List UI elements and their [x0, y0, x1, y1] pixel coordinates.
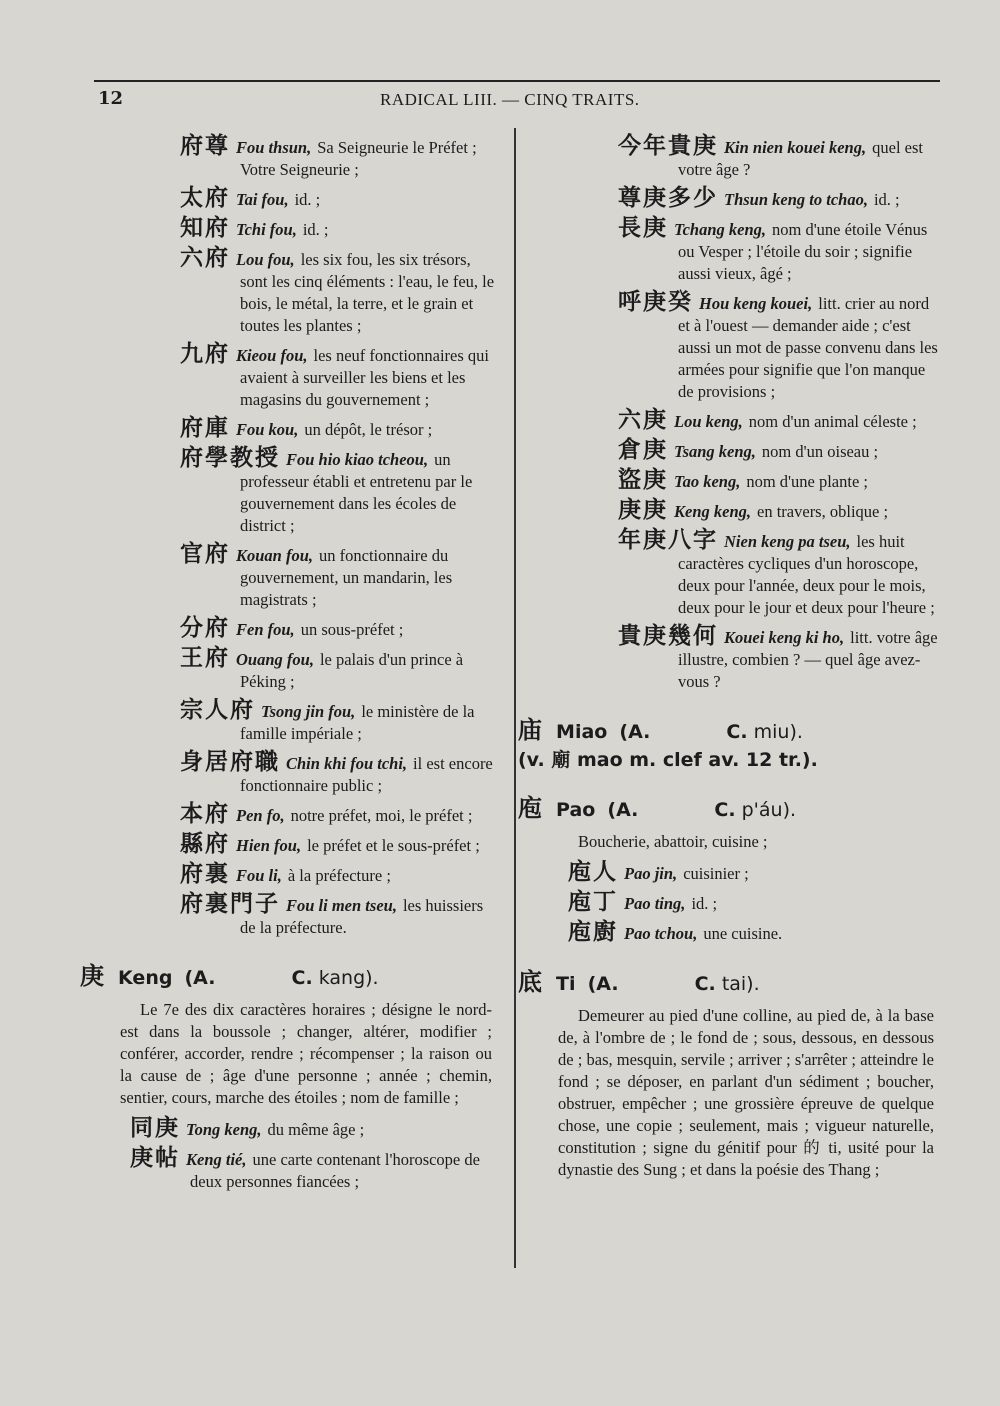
entry-romanization: Fou kou,	[236, 420, 299, 439]
entry-definition: le ministère de la famille impériale ;	[240, 702, 475, 743]
miao-name: Miao	[556, 721, 608, 743]
entry-romanization: Pao ting,	[624, 894, 686, 913]
dictionary-entry	[130, 751, 502, 797]
entry-romanization: Kin nien kouei keng,	[724, 138, 867, 157]
entry-definition: litt. votre âge illustre, combien ? — quel âge avez-vous ?	[678, 628, 938, 691]
page-number: 12	[98, 88, 124, 109]
entry-characters: 庖人	[568, 859, 618, 885]
pao-definition: Boucherie, abattoir, cuisine ;	[578, 832, 768, 851]
pao-c-value: p'áu).	[741, 799, 797, 821]
right-entry-list	[518, 135, 944, 693]
entry-characters: 分府	[180, 615, 230, 641]
miao-heading	[518, 716, 944, 771]
miao-a-label: (A.	[619, 721, 651, 743]
entry-definition: notre préfet, moi, le préfet ;	[290, 806, 473, 825]
ti-c-label: C.	[694, 973, 716, 995]
entry-romanization: Tsong jin fou,	[261, 702, 356, 721]
ti-character: 底	[518, 968, 542, 996]
pao-character: 庖	[518, 794, 542, 822]
entry-definition: nom d'une étoile Vénus ou Vesper ; l'étoile du soir ; signifie aussi vieux, âgé ;	[678, 220, 928, 283]
entry-characters: 庖丁	[568, 889, 618, 915]
dictionary-entry	[130, 447, 502, 537]
entry-definition: nom d'une plante ;	[746, 472, 868, 491]
entry-romanization: Tsang keng,	[674, 442, 756, 461]
dictionary-entry	[568, 529, 944, 619]
entry-characters: 年庚八字	[618, 527, 718, 553]
entry-definition: en travers, oblique ;	[757, 502, 889, 521]
entry-characters: 同庚	[130, 1115, 180, 1141]
entry-characters: 庖廚	[568, 919, 618, 945]
entry-definition: du même âge ;	[267, 1120, 365, 1139]
entry-characters: 貴庚幾何	[618, 623, 718, 649]
pao-heading	[518, 794, 944, 822]
entry-definition: litt. crier au nord et à l'ouest — demander aide ; c'est aussi un mot de passe convenu dans les armées pour signifie que l'on manque de provisions ;	[678, 294, 938, 401]
entry-definition: un fonctionnaire du gouvernement, un mandarin, les magistrats ;	[240, 546, 453, 609]
entry-romanization: Chin khi fou tchi,	[286, 754, 408, 773]
entry-characters: 盜庚	[618, 467, 668, 493]
running-head: RADICAL LIII. — CINQ TRAITS.	[380, 90, 640, 109]
entry-romanization: Pao tchou,	[624, 924, 698, 943]
entry-characters: 長庚	[618, 215, 668, 241]
entry-definition: un dépôt, le trésor ;	[304, 420, 433, 439]
ti-heading	[518, 968, 944, 996]
entry-romanization: Tao keng,	[674, 472, 741, 491]
entry-characters: 府庫	[180, 415, 230, 441]
dictionary-entry	[568, 187, 944, 211]
entry-definition: les huissiers de la préfecture.	[240, 896, 484, 937]
miao-variant: (v. 廟 mao m. clef av. 12 tr.).	[518, 749, 818, 771]
dictionary-entry	[130, 543, 502, 611]
keng-c-label: C.	[291, 967, 313, 989]
dictionary-entry	[130, 803, 502, 827]
ti-definition: Demeurer au pied d'une colline, au pied de, à la base de, à l'ombre de ; le fond de ; sous, dessous, en dessous de ; bas, mesquin, servile ; arriver ; s'arrêter ; atteindre le fond ; se déposer, en parlant d'un sédiment ; boucher, obstruer, empêcher ; une grossière épreuve de quelque chose, une copie ; seulement, mais ; vigueur naturelle, constitution ; signe du génitif pour 的 ti, usité pour la dynastie des Sung ; et dans la poésie des Thang ;	[558, 1006, 934, 1179]
entry-characters: 倉庚	[618, 437, 668, 463]
entry-romanization: Lou fou,	[236, 250, 295, 269]
entry-romanization: Tong keng,	[186, 1120, 262, 1139]
dictionary-entry	[568, 861, 944, 885]
entry-characters: 本府	[180, 801, 230, 827]
entry-characters: 庚帖	[130, 1145, 180, 1171]
entry-characters: 六庚	[618, 407, 668, 433]
keng-character: 庚	[80, 962, 104, 990]
entry-characters: 六府	[180, 245, 230, 271]
pao-name: Pao	[556, 799, 596, 821]
keng-a-label: (A.	[184, 967, 216, 989]
entry-characters: 太府	[180, 185, 230, 211]
dictionary-entry	[568, 625, 944, 693]
entry-characters: 宗人府	[180, 697, 255, 723]
entry-characters: 府裏門子	[180, 891, 280, 917]
dictionary-entry	[130, 135, 502, 181]
entry-characters: 身居府職	[180, 749, 280, 775]
entry-definition: id. ;	[302, 220, 329, 239]
entry-romanization: Pao jin,	[624, 864, 678, 883]
entry-romanization: Kieou fou,	[236, 346, 308, 365]
entry-characters: 今年貴庚	[618, 133, 718, 159]
dictionary-entry	[130, 863, 502, 887]
left-column	[80, 135, 502, 1199]
left-entry-list	[80, 135, 502, 939]
entry-romanization: Hien fou,	[236, 836, 302, 855]
keng-entry-list	[80, 1117, 502, 1193]
entry-characters: 王府	[180, 645, 230, 671]
dictionary-entry	[568, 135, 944, 181]
entry-romanization: Fou thsun,	[236, 138, 312, 157]
entry-romanization: Hou keng kouei,	[699, 294, 813, 313]
entry-definition: Sa Seigneurie le Préfet ; Votre Seigneurie ;	[240, 138, 477, 179]
dictionary-entry	[568, 291, 944, 403]
entry-romanization: Pen fo,	[236, 806, 285, 825]
entry-romanization: Nien keng pa tseu,	[724, 532, 851, 551]
dictionary-entry	[568, 439, 944, 463]
right-column	[518, 135, 944, 1189]
entry-definition: un professeur établi et entretenu par le gouvernement dans les écoles de district ;	[240, 450, 473, 535]
dictionary-entry	[130, 1147, 502, 1193]
entry-definition: le préfet et le sous-préfet ;	[307, 836, 480, 855]
entry-definition: id. ;	[691, 894, 718, 913]
entry-romanization: Fou li men tseu,	[286, 896, 397, 915]
entry-definition: une carte contenant l'horoscope de deux personnes fiancées ;	[190, 1150, 480, 1191]
entry-characters: 呼庚癸	[618, 289, 693, 315]
dictionary-entry	[130, 617, 502, 641]
ti-a-label: (A.	[587, 973, 619, 995]
entry-characters: 府尊	[180, 133, 230, 159]
entry-romanization: Tchang keng,	[674, 220, 766, 239]
entry-definition: un sous-préfet ;	[300, 620, 404, 639]
entry-characters: 庚庚	[618, 497, 668, 523]
entry-romanization: Fou hio kiao tcheou,	[286, 450, 429, 469]
dictionary-entry	[568, 409, 944, 433]
entry-definition: il est encore fonctionnaire public ;	[240, 754, 493, 795]
entry-romanization: Keng keng,	[674, 502, 752, 521]
entry-definition: les huit caractères cycliques d'un horoscope, deux pour l'année, deux pour le mois, deux pour le jour et deux pour l'heure ;	[678, 532, 935, 617]
entry-romanization: Kouei keng ki ho,	[724, 628, 845, 647]
entry-characters: 知府	[180, 215, 230, 241]
ti-name: Ti	[556, 973, 576, 995]
dictionary-entry	[568, 499, 944, 523]
dictionary-entry	[130, 343, 502, 411]
keng-definition: Le 7e des dix caractères horaires ; désigne le nord-est dans la boussole ; changer, altérer, modifier ; conférer, accorder, rendre ; récompenser ; la raison ou la cause de ; âge d'une personne ; année ; chemin, sentier, cours, marche des étoiles ; nom de famille ;	[120, 1000, 492, 1107]
entry-definition: une cuisine.	[703, 924, 783, 943]
entry-characters: 府學教授	[180, 445, 280, 471]
entry-romanization: Thsun keng to tchao,	[724, 190, 868, 209]
miao-character: 庙	[518, 716, 542, 744]
entry-characters: 尊庚多少	[618, 185, 718, 211]
dictionary-entry	[568, 217, 944, 285]
entry-romanization: Kouan fou,	[236, 546, 314, 565]
dictionary-entry	[568, 891, 944, 915]
dictionary-entry	[130, 833, 502, 857]
entry-romanization: Tchi fou,	[236, 220, 297, 239]
keng-name: Keng	[118, 967, 173, 989]
entry-characters: 九府	[180, 341, 230, 367]
entry-romanization: Ouang fou,	[236, 650, 314, 669]
dictionary-entry	[568, 469, 944, 493]
entry-definition: à la préfecture ;	[287, 866, 391, 885]
entry-definition: id. ;	[294, 190, 321, 209]
entry-definition: nom d'un oiseau ;	[761, 442, 879, 461]
entry-romanization: Lou keng,	[674, 412, 743, 431]
dictionary-entry	[130, 647, 502, 693]
entry-definition: le palais d'un prince à Péking ;	[240, 650, 464, 691]
entry-romanization: Fen fou,	[236, 620, 295, 639]
column-divider	[514, 128, 516, 1268]
ti-c-value: tai).	[721, 973, 760, 995]
entry-characters: 官府	[180, 541, 230, 567]
entry-characters: 府裏	[180, 861, 230, 887]
entry-characters: 縣府	[180, 831, 230, 857]
dictionary-entry	[130, 699, 502, 745]
dictionary-entry	[130, 1117, 502, 1141]
header-rule	[94, 80, 940, 82]
dictionary-entry	[130, 893, 502, 939]
entry-romanization: Tai fou,	[236, 190, 289, 209]
entry-definition: nom d'un animal céleste ;	[748, 412, 917, 431]
dictionary-entry	[130, 217, 502, 241]
entry-definition: cuisinier ;	[683, 864, 749, 883]
keng-c-value: kang).	[318, 967, 379, 989]
dictionary-entry	[130, 247, 502, 337]
pao-a-label: (A.	[607, 799, 639, 821]
pao-c-label: C.	[714, 799, 736, 821]
dictionary-entry	[130, 187, 502, 211]
dictionary-entry	[568, 921, 944, 945]
miao-c-value: miu).	[753, 721, 803, 743]
dictionary-entry	[130, 417, 502, 441]
entry-definition: les six fou, les six trésors, sont les cinq éléments : l'eau, le feu, le bois, le métal, la terre, et le grain et toutes les plantes ;	[240, 250, 495, 335]
entry-definition: id. ;	[873, 190, 900, 209]
entry-definition: les neuf fonctionnaires qui avaient à surveiller les biens et les magasins du gouvernement ;	[240, 346, 490, 409]
entry-romanization: Keng tié,	[186, 1150, 247, 1169]
entry-definition: quel est votre âge ?	[678, 138, 923, 179]
entry-romanization: Fou li,	[236, 866, 282, 885]
miao-c-label: C.	[726, 721, 748, 743]
keng-heading	[80, 962, 502, 990]
pao-entry-list	[518, 861, 944, 945]
